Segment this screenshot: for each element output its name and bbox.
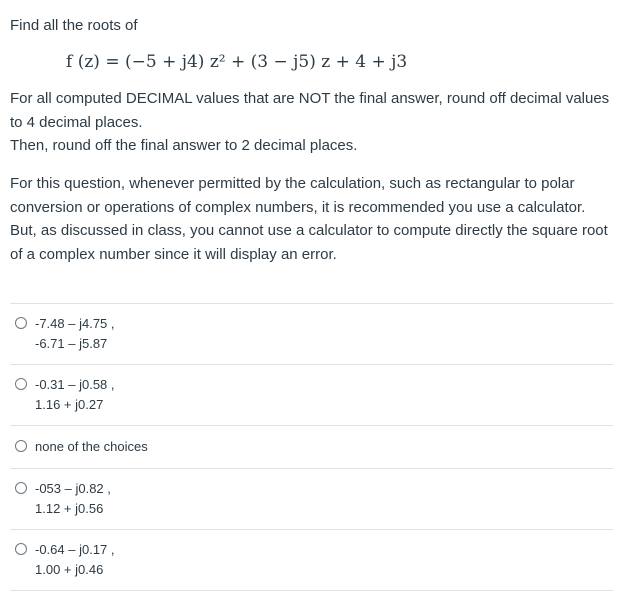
answer-option-5[interactable] (10, 530, 613, 591)
answer-option-text (35, 437, 148, 457)
answer-root-1: -053 – j0.82 , (35, 481, 111, 496)
answer-option-text (35, 375, 115, 415)
answer-choice-label: none of the choices (35, 439, 148, 454)
rounding-instruction: For all computed DECIMAL values that are NOT the final answer, round off decimal values to 4 decimal places. (10, 90, 610, 131)
answer-option-1[interactable] (10, 304, 613, 365)
answer-root-1: -0.31 – j0.58 , (35, 377, 115, 392)
equation-text: f (z) = (−5 + j4) z² + (3 − j5) z + 4 + j3 (66, 52, 408, 72)
radio-button-icon[interactable] (15, 440, 27, 452)
answer-option-4[interactable] (10, 469, 613, 530)
polynomial-equation (66, 51, 407, 73)
radio-button-icon[interactable] (15, 378, 27, 390)
answer-root-2: 1.00 + j0.46 (35, 562, 104, 577)
answer-root-2: -6.71 – j5.87 (35, 336, 108, 351)
answer-option-text (35, 314, 115, 354)
answer-root-1: -7.48 – j4.75 , (35, 316, 115, 331)
radio-button-icon[interactable] (15, 543, 27, 555)
answer-root-1: -0.64 – j0.17 , (35, 542, 115, 557)
answer-option-text (35, 540, 115, 580)
answer-choices (10, 303, 613, 591)
answer-option-3[interactable] (10, 426, 613, 469)
question-intro: Find all the roots of (10, 17, 138, 34)
answer-root-2: 1.16 + j0.27 (35, 397, 104, 412)
answer-option-2[interactable] (10, 365, 613, 426)
final-rounding-instruction: Then, round off the final answer to 2 decimal places. (10, 137, 358, 154)
calculator-instruction: For this question, whenever permitted by the calculation, such as rectangular to polar conversion or operations of complex numbers, it is recommended you use a calculator. But, as discussed in class, you cannot use a calculator to compute directly the square root of a complex number since it will display an error. (10, 175, 608, 263)
answer-root-2: 1.12 + j0.56 (35, 501, 104, 516)
radio-button-icon[interactable] (15, 317, 27, 329)
answer-option-text (35, 479, 111, 519)
radio-button-icon[interactable] (15, 482, 27, 494)
